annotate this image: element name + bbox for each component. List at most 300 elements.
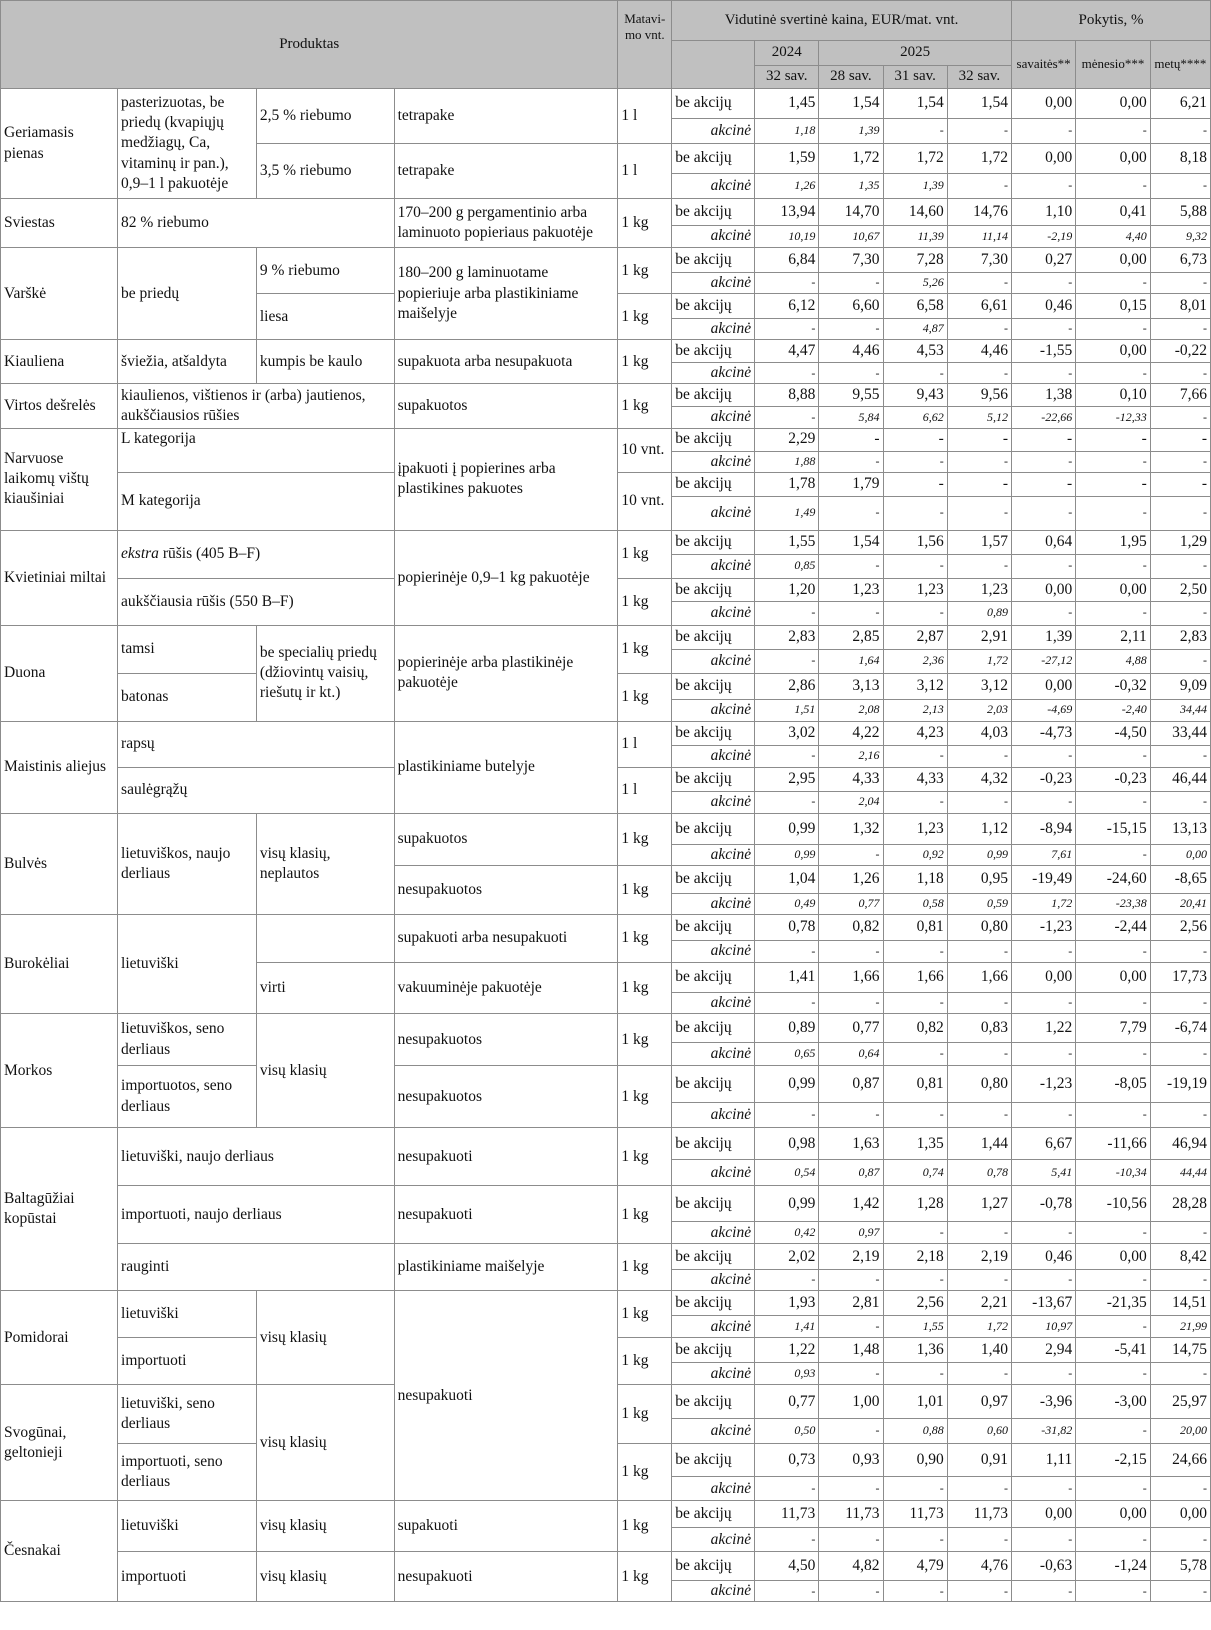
price-type-be-akciju: be akcijų <box>672 1128 755 1160</box>
value-cell: 14,51 <box>1150 1291 1210 1316</box>
value-cell: - <box>819 1419 883 1444</box>
value-cell: - <box>883 992 947 1013</box>
price-type-akcine: akcinė <box>672 1160 755 1186</box>
value-cell: -10,56 <box>1076 1186 1151 1222</box>
value-cell: 1,66 <box>819 962 883 992</box>
header-produktas: Produktas <box>1 1 618 89</box>
product-descriptor: rapsų <box>118 721 395 767</box>
product-descriptor: supakuota arba nesupakuota <box>394 340 618 384</box>
value-cell: 0,87 <box>819 1066 883 1103</box>
product-descriptor: nesupakuoti <box>394 1291 618 1501</box>
value-cell: - <box>1076 601 1151 625</box>
value-cell: 25,97 <box>1150 1385 1210 1419</box>
value-cell: - <box>1011 273 1075 294</box>
value-cell: 0,97 <box>947 1385 1011 1419</box>
product-descriptor: nesupakuoti <box>394 1128 618 1186</box>
value-cell: 1,23 <box>819 578 883 601</box>
value-cell: 6,67 <box>1011 1128 1075 1160</box>
value-cell: 6,84 <box>755 248 819 273</box>
value-cell: - <box>883 554 947 578</box>
value-cell: - <box>1076 451 1151 472</box>
value-cell: - <box>819 554 883 578</box>
value-cell: 2,11 <box>1076 625 1151 649</box>
value-cell: - <box>1076 1316 1151 1338</box>
value-cell: - <box>1150 1528 1210 1552</box>
value-cell: 3,02 <box>755 721 819 745</box>
value-cell: -31,82 <box>1011 1419 1075 1444</box>
price-type-be-akciju: be akcijų <box>672 472 755 496</box>
value-cell: 4,22 <box>819 721 883 745</box>
value-cell: 10,97 <box>1011 1316 1075 1338</box>
value-cell: - <box>1076 319 1151 340</box>
product-descriptor: nesupakuotos <box>394 1014 618 1066</box>
value-cell: - <box>1076 1581 1151 1602</box>
value-cell: - <box>947 1270 1011 1291</box>
price-type-akcine: akcinė <box>672 940 755 962</box>
value-cell: - <box>819 1363 883 1385</box>
value-cell: 4,23 <box>883 721 947 745</box>
product-descriptor: lietuviški, naujo derliaus <box>118 1128 395 1186</box>
value-cell: - <box>883 1270 947 1291</box>
product-descriptor: Bulvės <box>1 813 118 914</box>
header-week: 28 sav. <box>819 66 883 89</box>
value-cell: - <box>883 1363 947 1385</box>
price-type-be-akciju: be akcijų <box>672 144 755 174</box>
price-type-akcine: akcinė <box>672 451 755 472</box>
value-cell: 0,80 <box>947 914 1011 940</box>
value-cell: 0,00 <box>1076 962 1151 992</box>
value-cell: 14,70 <box>819 199 883 226</box>
product-descriptor: 1 kg <box>618 1291 672 1338</box>
product-descriptor-text: rūšis (405 B–F) <box>158 545 261 563</box>
value-cell: - <box>947 119 1011 144</box>
value-cell: 7,79 <box>1076 1014 1151 1043</box>
product-descriptor: lietuviški <box>118 1291 257 1338</box>
price-type-be-akciju: be akcijų <box>672 673 755 699</box>
value-cell: 4,82 <box>819 1552 883 1581</box>
value-cell: 10,67 <box>819 226 883 248</box>
value-cell: 4,50 <box>755 1552 819 1581</box>
product-descriptor: visų klasių, neplautos <box>256 813 394 914</box>
value-cell: -3,00 <box>1076 1385 1151 1419</box>
value-cell: - <box>1076 496 1151 530</box>
value-cell: - <box>1150 1043 1210 1066</box>
value-cell: 1,39 <box>819 119 883 144</box>
product-descriptor: supakuotos <box>394 813 618 865</box>
product-descriptor: importuoti, naujo derliaus <box>118 1186 395 1244</box>
value-cell: - <box>947 992 1011 1013</box>
value-cell: - <box>1150 174 1210 199</box>
value-cell: - <box>947 745 1011 767</box>
value-cell: -15,15 <box>1076 813 1151 844</box>
value-cell: 1,28 <box>883 1186 947 1222</box>
value-cell: -4,69 <box>1011 699 1075 721</box>
value-cell: 6,21 <box>1150 89 1210 119</box>
price-type-be-akciju: be akcijų <box>672 530 755 554</box>
value-cell: - <box>947 472 1011 496</box>
product-descriptor: Sviestas <box>1 199 118 248</box>
value-cell: 0,54 <box>755 1160 819 1186</box>
value-cell: 1,54 <box>819 89 883 119</box>
price-type-akcine: akcinė <box>672 1363 755 1385</box>
value-cell: 2,08 <box>819 699 883 721</box>
product-descriptor: Baltagūžiai kopūstai <box>1 1128 118 1291</box>
value-cell: 1,40 <box>947 1338 1011 1363</box>
value-cell: -0,22 <box>1150 340 1210 363</box>
value-cell: 0,65 <box>755 1043 819 1066</box>
value-cell: 0,81 <box>883 914 947 940</box>
price-type-be-akciju: be akcijų <box>672 625 755 649</box>
value-cell: 0,87 <box>819 1160 883 1186</box>
value-cell: 0,82 <box>819 914 883 940</box>
value-cell: 4,87 <box>883 319 947 340</box>
value-cell: -6,74 <box>1150 1014 1210 1043</box>
price-type-akcine: akcinė <box>672 407 755 428</box>
price-type-akcine: akcinė <box>672 992 755 1013</box>
value-cell: 2,21 <box>947 1291 1011 1316</box>
value-cell: 2,18 <box>883 1244 947 1270</box>
value-cell: - <box>1076 472 1151 496</box>
product-descriptor: 1 kg <box>618 813 672 865</box>
value-cell: 4,32 <box>947 767 1011 791</box>
price-type-akcine: akcinė <box>672 554 755 578</box>
value-cell: - <box>947 1103 1011 1128</box>
value-cell: 2,81 <box>819 1291 883 1316</box>
value-cell: 9,55 <box>819 384 883 407</box>
value-cell: 2,29 <box>755 428 819 451</box>
value-cell: 3,12 <box>947 673 1011 699</box>
product-descriptor: pasterizuotas, be priedų (kvapiųjų medžiagų, Ca, vitaminų ir pan.), 0,9–1 l pakuotėje <box>118 89 257 199</box>
value-cell: 0,97 <box>819 1222 883 1244</box>
value-cell: 1,93 <box>755 1291 819 1316</box>
value-cell: - <box>755 992 819 1013</box>
product-descriptor: Maistinis aliejus <box>1 721 118 813</box>
product-descriptor: 82 % riebumo <box>118 199 395 248</box>
value-cell: -2,44 <box>1076 914 1151 940</box>
value-cell: 1,88 <box>755 451 819 472</box>
value-cell: - <box>1011 554 1075 578</box>
product-descriptor: Varškė <box>1 248 118 340</box>
value-cell: 4,33 <box>819 767 883 791</box>
value-cell: -0,23 <box>1076 767 1151 791</box>
price-type-akcine: akcinė <box>672 1270 755 1291</box>
value-cell: 2,85 <box>819 625 883 649</box>
value-cell: 1,11 <box>1011 1444 1075 1477</box>
product-descriptor: vakuuminėje pakuotėje <box>394 962 618 1013</box>
value-cell: - <box>1150 649 1210 673</box>
product-descriptor: 1 kg <box>618 1552 672 1602</box>
value-cell: 1,39 <box>883 174 947 199</box>
header-year-2025: 2025 <box>819 41 1012 66</box>
value-cell: - <box>755 363 819 384</box>
value-cell: 1,54 <box>947 89 1011 119</box>
value-cell: 4,46 <box>819 340 883 363</box>
value-cell: - <box>1011 174 1075 199</box>
value-cell: 1,95 <box>1076 530 1151 554</box>
value-cell: 0,83 <box>947 1014 1011 1043</box>
value-cell: - <box>1076 1477 1151 1501</box>
value-cell: - <box>1150 1477 1210 1501</box>
value-cell: -1,23 <box>1011 914 1075 940</box>
price-type-akcine: akcinė <box>672 791 755 813</box>
value-cell: - <box>947 174 1011 199</box>
product-descriptor: 1 kg <box>618 340 672 384</box>
value-cell: 46,44 <box>1150 767 1210 791</box>
value-cell: - <box>755 1528 819 1552</box>
product-descriptor: 1 kg <box>618 1338 672 1385</box>
value-cell: 17,73 <box>1150 962 1210 992</box>
value-cell: 0,77 <box>819 1014 883 1043</box>
product-descriptor: 1 l <box>618 767 672 813</box>
value-cell: -19,49 <box>1011 865 1075 893</box>
value-cell: 5,12 <box>947 407 1011 428</box>
value-cell: - <box>819 319 883 340</box>
value-cell: 1,72 <box>883 144 947 174</box>
value-cell: - <box>883 940 947 962</box>
value-cell: - <box>883 1477 947 1501</box>
value-cell: 0,00 <box>1011 673 1075 699</box>
product-descriptor: 1 kg <box>618 199 672 248</box>
value-cell: -19,19 <box>1150 1066 1210 1103</box>
value-cell: 46,94 <box>1150 1128 1210 1160</box>
product-descriptor: 1 l <box>618 89 672 144</box>
product-descriptor: 1 kg <box>618 294 672 340</box>
value-cell: 0,98 <box>755 1128 819 1160</box>
product-descriptor: 1 kg <box>618 1186 672 1244</box>
value-cell: - <box>1150 1222 1210 1244</box>
value-cell: 0,41 <box>1076 199 1151 226</box>
value-cell: 1,35 <box>819 174 883 199</box>
value-cell: - <box>1011 1528 1075 1552</box>
value-cell: 2,56 <box>1150 914 1210 940</box>
value-cell: 1,54 <box>819 530 883 554</box>
value-cell: - <box>883 1581 947 1602</box>
header-week: 32 sav. <box>947 66 1011 89</box>
price-type-be-akciju: be akcijų <box>672 1066 755 1103</box>
value-cell: 5,78 <box>1150 1552 1210 1581</box>
value-cell: -27,12 <box>1011 649 1075 673</box>
value-cell: 2,36 <box>883 649 947 673</box>
value-cell: - <box>947 496 1011 530</box>
product-descriptor: Kiauliena <box>1 340 118 384</box>
value-cell: - <box>1150 554 1210 578</box>
value-cell: 4,46 <box>947 340 1011 363</box>
value-cell: 0,46 <box>1011 1244 1075 1270</box>
value-cell: 0,91 <box>947 1444 1011 1477</box>
value-cell: 2,16 <box>819 745 883 767</box>
value-cell: 0,95 <box>947 865 1011 893</box>
value-cell: 1,29 <box>1150 530 1210 554</box>
value-cell: 8,88 <box>755 384 819 407</box>
price-type-akcine: akcinė <box>672 1581 755 1602</box>
value-cell: 2,02 <box>755 1244 819 1270</box>
value-cell: - <box>1150 791 1210 813</box>
value-cell: -22,66 <box>1011 407 1075 428</box>
price-type-akcine: akcinė <box>672 699 755 721</box>
product-descriptor: supakuoti <box>394 1501 618 1552</box>
value-cell: - <box>947 1477 1011 1501</box>
value-cell: -2,15 <box>1076 1444 1151 1477</box>
value-cell: 24,66 <box>1150 1444 1210 1477</box>
product-descriptor: importuoti, seno derliaus <box>118 1444 257 1501</box>
value-cell: 6,60 <box>819 294 883 319</box>
value-cell: 1,55 <box>755 530 819 554</box>
value-cell: - <box>819 273 883 294</box>
value-cell: 13,94 <box>755 199 819 226</box>
product-descriptor: be specialių priedų (džiovintų vaisių, riešutų ir kt.) <box>256 625 394 721</box>
value-cell: 0,00 <box>1011 962 1075 992</box>
price-type-akcine: akcinė <box>672 893 755 914</box>
value-cell: 33,44 <box>1150 721 1210 745</box>
value-cell: - <box>947 1528 1011 1552</box>
product-descriptor: Virtos dešrelės <box>1 384 118 428</box>
value-cell: - <box>1150 1363 1210 1385</box>
price-type-akcine: akcinė <box>672 119 755 144</box>
table-row <box>1 530 1211 554</box>
value-cell: -0,32 <box>1076 673 1151 699</box>
header-week: 32 sav. <box>755 66 819 89</box>
value-cell: 1,38 <box>1011 384 1075 407</box>
value-cell: 10,19 <box>755 226 819 248</box>
value-cell: - <box>1076 1363 1151 1385</box>
value-cell: - <box>1150 472 1210 496</box>
product-descriptor: Morkos <box>1 1014 118 1128</box>
table-row <box>1 1552 1211 1581</box>
value-cell: - <box>1011 472 1075 496</box>
value-cell: 1,23 <box>883 813 947 844</box>
value-cell: 0,15 <box>1076 294 1151 319</box>
value-cell: -4,73 <box>1011 721 1075 745</box>
table-row <box>1 428 1211 451</box>
value-cell: -2,40 <box>1076 699 1151 721</box>
value-cell: - <box>883 363 947 384</box>
price-type-akcine: akcinė <box>672 1316 755 1338</box>
value-cell: - <box>755 319 819 340</box>
product-descriptor: tamsi <box>118 625 257 673</box>
product-descriptor: tetrapake <box>394 144 618 199</box>
table-row <box>1 89 1211 119</box>
product-descriptor: visų klasių <box>256 1291 394 1385</box>
value-cell: 4,79 <box>883 1552 947 1581</box>
value-cell: - <box>1011 451 1075 472</box>
price-type-be-akciju: be akcijų <box>672 813 755 844</box>
value-cell: -2,19 <box>1011 226 1075 248</box>
value-cell: 7,30 <box>947 248 1011 273</box>
value-cell: - <box>1076 363 1151 384</box>
value-cell: - <box>1150 1103 1210 1128</box>
value-cell: - <box>819 601 883 625</box>
value-cell: 0,59 <box>947 893 1011 914</box>
product-descriptor: visų klasių <box>256 1552 394 1602</box>
value-cell: - <box>1150 940 1210 962</box>
value-cell: 14,75 <box>1150 1338 1210 1363</box>
value-cell: 1,45 <box>755 89 819 119</box>
product-descriptor: 1 kg <box>618 865 672 914</box>
value-cell: 0,74 <box>883 1160 947 1186</box>
value-cell: - <box>947 273 1011 294</box>
value-cell: 0,82 <box>883 1014 947 1043</box>
value-cell: 0,00 <box>1011 1501 1075 1528</box>
table-row <box>1 721 1211 745</box>
product-descriptor: 10 vnt. <box>618 428 672 472</box>
value-cell: - <box>1150 992 1210 1013</box>
header-metu: metų**** <box>1150 41 1210 89</box>
value-cell: - <box>947 1043 1011 1066</box>
value-cell: 1,78 <box>755 472 819 496</box>
price-type-be-akciju: be akcijų <box>672 294 755 319</box>
product-descriptor: 1 kg <box>618 1244 672 1291</box>
header-pokytis: Pokytis, % <box>1011 1 1210 41</box>
value-cell: - <box>1076 791 1151 813</box>
value-cell: 0,64 <box>1011 530 1075 554</box>
value-cell: 1,27 <box>947 1186 1011 1222</box>
value-cell: 5,88 <box>1150 199 1210 226</box>
value-cell: 2,83 <box>1150 625 1210 649</box>
value-cell: 0,00 <box>1076 248 1151 273</box>
value-cell: - <box>1011 1043 1075 1066</box>
value-cell: - <box>883 1528 947 1552</box>
value-cell: 0,92 <box>883 844 947 865</box>
value-cell: 6,12 <box>755 294 819 319</box>
value-cell: 8,42 <box>1150 1244 1210 1270</box>
price-type-akcine: akcinė <box>672 174 755 199</box>
value-cell: - <box>819 1103 883 1128</box>
price-type-be-akciju: be akcijų <box>672 1385 755 1419</box>
value-cell: 1,51 <box>755 699 819 721</box>
value-cell: 0,85 <box>755 554 819 578</box>
value-cell: 4,76 <box>947 1552 1011 1581</box>
product-descriptor: Burokėliai <box>1 914 118 1013</box>
value-cell: 1,36 <box>883 1338 947 1363</box>
product-descriptor: Svogūnai, geltonieji <box>1 1385 118 1501</box>
value-cell: -23,38 <box>1076 893 1151 914</box>
value-cell: - <box>947 451 1011 472</box>
value-cell: - <box>1076 1222 1151 1244</box>
value-cell: 1,66 <box>883 962 947 992</box>
price-type-akcine: akcinė <box>672 844 755 865</box>
value-cell: 11,14 <box>947 226 1011 248</box>
value-cell: - <box>883 1222 947 1244</box>
price-type-be-akciju: be akcijų <box>672 1444 755 1477</box>
value-cell: - <box>819 1316 883 1338</box>
table-row <box>1 1186 1211 1222</box>
value-cell: 4,53 <box>883 340 947 363</box>
value-cell: - <box>755 745 819 767</box>
value-cell: 0,99 <box>755 1066 819 1103</box>
value-cell: - <box>1011 745 1075 767</box>
price-type-be-akciju: be akcijų <box>672 578 755 601</box>
value-cell: 1,18 <box>755 119 819 144</box>
value-cell: -8,94 <box>1011 813 1075 844</box>
value-cell: 2,50 <box>1150 578 1210 601</box>
table-row <box>1 1128 1211 1160</box>
value-cell: 0,58 <box>883 893 947 914</box>
product-descriptor: aukščiausia rūšis (550 B–F) <box>118 578 395 625</box>
price-type-be-akciju: be akcijų <box>672 1552 755 1581</box>
table-row <box>1 1014 1211 1043</box>
value-cell: - <box>883 428 947 451</box>
value-cell: 0,00 <box>1150 1501 1210 1528</box>
value-cell: - <box>1011 1363 1075 1385</box>
product-descriptor: batonas <box>118 673 257 721</box>
product-descriptor: supakuotos <box>394 384 618 428</box>
value-cell: -8,65 <box>1150 865 1210 893</box>
product-descriptor: visų klasių <box>256 1014 394 1128</box>
table-row <box>1 248 1211 273</box>
value-cell: 0,73 <box>755 1444 819 1477</box>
value-cell: - <box>1150 496 1210 530</box>
price-type-akcine: akcinė <box>672 363 755 384</box>
